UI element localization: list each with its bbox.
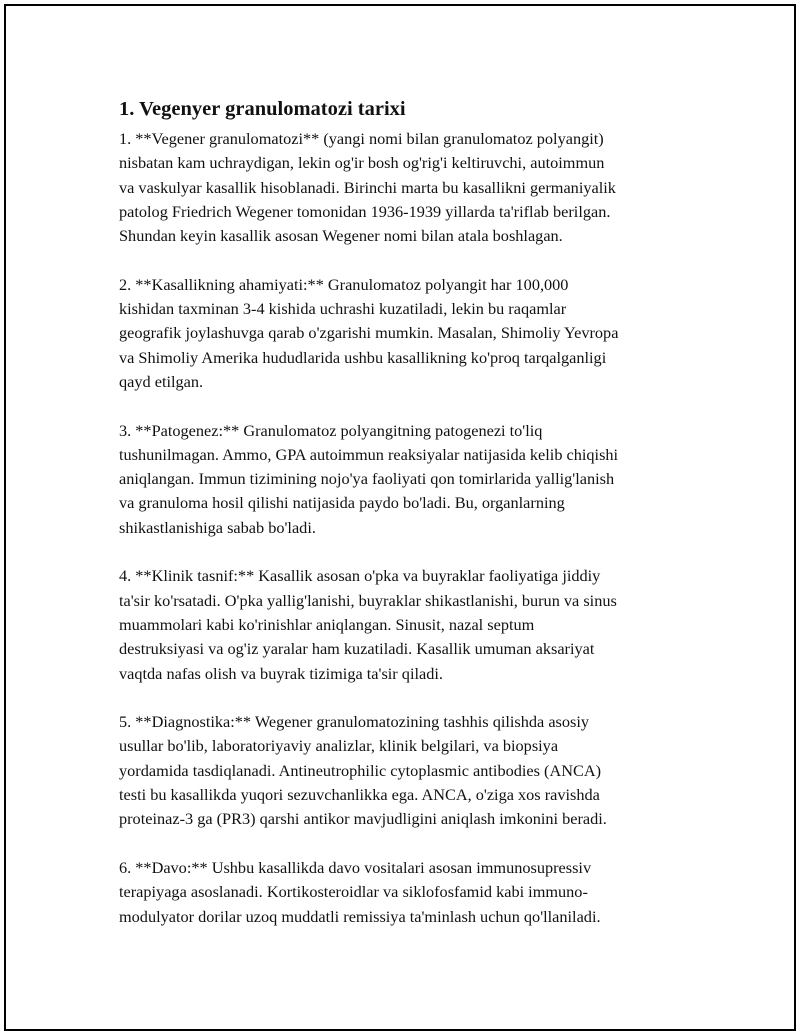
paragraph-line: modulyator dorilar uzoq muddatli remissiya ta'minlash uchun qo'llaniladi. xyxy=(119,906,601,926)
paragraph-history xyxy=(119,127,719,248)
paragraph-line: va granuloma hosil qilishi natijasida paydo bo'ladi. Bu, organlarning xyxy=(119,493,565,513)
paragraph-line: terapiyaga asoslanadi. Kortikosteroidlar va siklofosfamid kabi immuno- xyxy=(119,882,588,902)
paragraph-line: ta'sir ko'rsatadi. O'pka yallig'lanishi, buyraklar shikastlanishi, burun va sinus xyxy=(119,590,617,610)
paragraph-line: 1. **Vegener granulomatozi** (yangi nomi bilan granulomatoz polyangit) xyxy=(119,129,604,148)
paragraph-line: 5. **Diagnostika:** Wegener granulomatozining tashhis qilishda asosiy xyxy=(119,712,590,732)
paragraph-line: 4. **Klinik tasnif:** Kasallik asosan o'pka va buyraklar faoliyatiga jiddiy xyxy=(119,566,601,586)
document-title: 1. Vegenyer granulomatozi tarixi xyxy=(119,98,406,120)
paragraph-line: vaqtda nafas olish va buyrak tizimiga ta'sir qiladi. xyxy=(119,663,443,683)
paragraph-line: va Shimoliy Amerika hududlarida ushbu kasallikning ko'proq tarqalganligi xyxy=(119,347,607,367)
page-frame xyxy=(4,4,796,1031)
paragraph-line: aniqlangan. Immun tizimining nojo'ya faoliyati qon tomirlarida yallig'lanish xyxy=(119,469,615,489)
paragraph-line: patolog Friedrich Wegener tomonidan 1936-1939 yillarda ta'riflab berilgan. xyxy=(119,201,611,221)
paragraph-line: usullar bo'lib, laboratoriyaviy analizlar, klinik belgilari, va biopsiya xyxy=(119,736,559,756)
paragraph-line: proteinaz-3 ga (PR3) qarshi antikor mavjudligini aniqlash imkonini beradi. xyxy=(119,809,607,829)
paragraph-line: va vaskulyar kasallik hisoblanadi. Birinchi marta bu kasallikni germaniyalik xyxy=(119,177,616,197)
paragraph-line: muammolari kabi ko'rinishlar aniqlangan. Sinusit, nazal septum xyxy=(119,614,535,634)
paragraph-significance xyxy=(119,273,719,394)
paragraph-line: nisbatan kam uchraydigan, lekin og'ir bosh og'rig'i keltiruvchi, autoimmun xyxy=(119,153,605,173)
paragraph-diagnostics xyxy=(119,710,719,831)
paragraph-line: 2. **Kasallikning ahamiyati:** Granulomatoz polyangit har 100,000 xyxy=(119,274,569,294)
paragraph-treatment xyxy=(119,856,719,929)
paragraph-clinical xyxy=(119,564,719,685)
paragraph-line: kishidan taxminan 3-4 kishida uchrashi kuzatiladi, lekin bu raqamlar xyxy=(119,299,567,319)
paragraph-line: 3. **Patogenez:** Granulomatoz polyangitning patogenezi to'liq xyxy=(119,420,543,440)
paragraph-pathogenesis xyxy=(119,419,719,540)
paragraph-line: yordamida tasdiqlanadi. Antineutrophilic cytoplasmic antibodies (ANCA) xyxy=(119,760,602,780)
paragraph-line: shikastlanishiga sabab bo'ladi. xyxy=(119,517,316,537)
paragraph-line: Shundan keyin kasallik asosan Wegener nomi bilan atala boshlagan. xyxy=(119,226,563,246)
document-body xyxy=(119,96,719,953)
paragraph-line: 6. **Davo:** Ushbu kasallikda davo vositalari asosan immunosupressiv xyxy=(119,857,592,877)
paragraph-line: qayd etilgan. xyxy=(119,371,204,391)
paragraph-line: testi bu kasallikda yuqori sezuvchanlikka ega. ANCA, o'ziga xos ravishda xyxy=(119,785,600,805)
paragraph-line: destruksiyasi va og'iz yaralar ham kuzatiladi. Kasallik umuman aksariyat xyxy=(119,639,595,659)
paragraph-line: geografik joylashuvga qarab o'zgarishi mumkin. Masalan, Shimoliy Yevropa xyxy=(119,323,619,343)
paragraph-line: tushunilmagan. Ammo, GPA autoimmun reaksiyalar natijasida kelib chiqishi xyxy=(119,444,619,464)
